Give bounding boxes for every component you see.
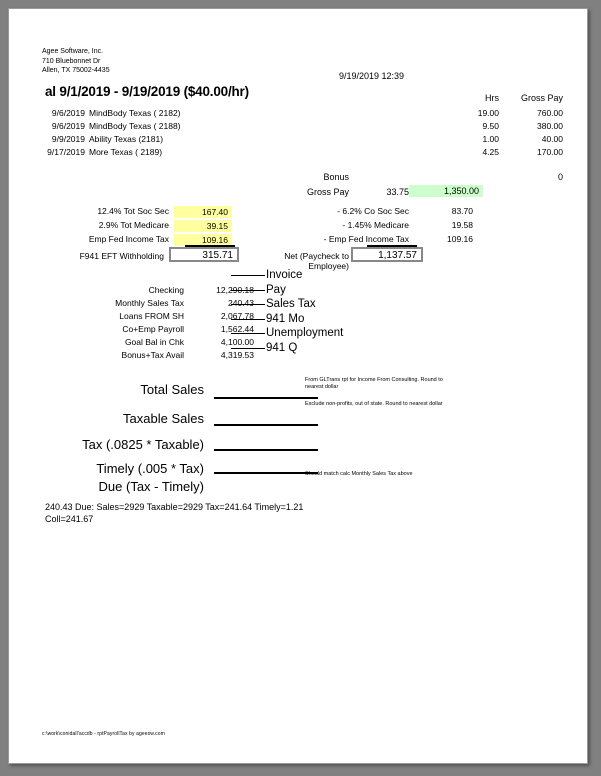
sales-row-input-line[interactable] — [214, 397, 318, 399]
tax-row-value-right: 19.58 — [451, 220, 473, 230]
tax-row-value-left: 167.40 — [174, 206, 232, 218]
balance-row-label: Checking — [148, 285, 184, 295]
checklist-item-label: Pay — [266, 283, 286, 296]
tax-row-label-right: - 1.45% Medicare — [342, 220, 409, 230]
checklist-item-label: 941 Q — [266, 341, 298, 354]
gross-pay-amount: 1,350.00 — [409, 185, 483, 197]
detail-row-hours: 9.50 — [482, 121, 499, 131]
tax-row-value-left: 39.15 — [174, 220, 232, 232]
summary-text — [45, 501, 303, 525]
balance-row-value: 1,562.44 — [220, 324, 254, 334]
balance-row-label: Goal Bal in Chk — [124, 337, 184, 347]
detail-row-gross: 170.00 — [537, 147, 563, 157]
balance-row-value: 4,319.53 — [220, 350, 254, 360]
summary-line-2: Coll=241.67 — [45, 514, 94, 524]
detail-row-desc: More Texas ( 2189) — [89, 147, 163, 157]
detail-row-hours: 19.00 — [477, 108, 499, 118]
note-taxable-sales: Exclude non-profits, out of state. Round to nearest dollar — [305, 401, 443, 407]
note-total-sales: From GLTrans rpt for Income From Consulting. Round to nearest dollar — [305, 377, 443, 390]
detail-row-gross: 40.00 — [541, 134, 563, 144]
checklist-item-label: Invoice — [266, 269, 303, 281]
column-header-gross-pay: Gross Pay — [520, 93, 563, 103]
footer-path: c:\work\conidall'accdb - rptPayrollTax by ageesw.com — [42, 731, 165, 737]
sales-row-label: Due (Tax - Timely) — [98, 479, 204, 494]
detail-row-desc: MindBody Texas ( 2188) — [89, 121, 181, 131]
checklist-item-label: 941 Mo — [266, 312, 305, 325]
checklist-item[interactable] — [231, 298, 316, 310]
company-name: Agee Software, Inc. — [42, 48, 104, 55]
balance-row-label: Co+Emp Payroll — [122, 324, 184, 334]
balance-row-label: Loans FROM SH — [119, 311, 184, 321]
checklist-blank-line[interactable] — [231, 290, 265, 291]
net-value-box: 1,137.57 — [351, 247, 423, 262]
tax-row-value-right: 109.16 — [447, 234, 473, 244]
sales-row-input-line[interactable] — [214, 472, 318, 474]
f941-value-box: 315.71 — [169, 247, 239, 262]
sales-row-label: Timely (.005 * Tax) — [96, 461, 204, 476]
balance-row-label: Bonus+Tax Avail — [121, 350, 184, 360]
detail-row-date: 9/6/2019 — [51, 121, 85, 131]
tax-row-label-right: - Emp Fed Income Tax — [323, 234, 409, 244]
bonus-value: 0 — [557, 172, 563, 182]
checklist-item[interactable] — [231, 284, 286, 296]
sales-row-input-line[interactable] — [214, 449, 318, 451]
tax-row-label-left: 12.4% Tot Soc Sec — [97, 206, 169, 216]
tax-row-label-right: - 6.2% Co Soc Sec — [337, 206, 409, 216]
sales-row-label: Tax (.0825 * Taxable) — [82, 437, 204, 452]
company-citystatezip: Allen, TX 75002-4435 — [42, 67, 110, 74]
checklist-item[interactable] — [231, 313, 304, 325]
summary-line-1: 240.43 Due: Sales=2929 Taxable=2929 Tax=241.64 Timely=1.21 — [45, 502, 304, 512]
tax-row-value-right: 83.70 — [451, 206, 473, 216]
balance-row-value: 240.43 — [228, 298, 254, 308]
page-title: al 9/1/2019 - 9/19/2019 ($40.00/hr) — [45, 84, 249, 99]
detail-row-date: 9/17/2019 — [47, 147, 85, 157]
detail-row-date: 9/9/2019 — [51, 134, 85, 144]
column-header-hrs: Hrs — [485, 93, 499, 103]
f941-label: F941 EFT Withholding — [79, 251, 164, 261]
note-due: Should match calc Monthly Sales Tax above — [305, 471, 413, 477]
gross-pay-label: Gross Pay — [306, 187, 349, 197]
detail-row-hours: 1.00 — [482, 134, 499, 144]
report-page — [8, 8, 588, 764]
company-address-block — [42, 47, 110, 76]
report-datetime: 9/19/2019 12:39 — [339, 71, 405, 81]
checklist-blank-line[interactable] — [231, 333, 265, 334]
tax-row-label-left: 2.9% Tot Medicare — [98, 220, 169, 230]
bonus-label: Bonus — [323, 172, 349, 182]
sales-row-label: Total Sales — [140, 382, 204, 397]
checklist-item[interactable] — [231, 342, 297, 354]
detail-row-gross: 380.00 — [537, 121, 563, 131]
net-label: Net (Paycheck to Employee) — [284, 251, 349, 271]
checklist-blank-line[interactable] — [231, 348, 265, 349]
detail-row-desc: Ability Texas (2181) — [89, 134, 164, 144]
gross-pay-hours: 33.75 — [386, 187, 409, 197]
checklist-blank-line[interactable] — [231, 304, 265, 305]
checklist-item[interactable] — [231, 269, 302, 281]
balance-row-label: Monthly Sales Tax — [115, 298, 184, 308]
balance-row-value: 4,100.00 — [220, 337, 254, 347]
balance-row-value: 12,290.18 — [216, 285, 254, 295]
detail-row-gross: 760.00 — [537, 108, 563, 118]
balance-row-value: 2,067.78 — [220, 311, 254, 321]
checklist-blank-line[interactable] — [231, 319, 265, 320]
checklist-blank-line[interactable] — [231, 275, 265, 276]
sales-row-label: Taxable Sales — [123, 411, 204, 426]
tax-row-label-left: Emp Fed Income Tax — [88, 234, 169, 244]
sales-row-input-line[interactable] — [214, 424, 318, 426]
tax-row-value-left: 109.16 — [174, 234, 232, 246]
checklist-item-label: Unemployment — [266, 327, 344, 339]
detail-row-date: 9/6/2019 — [51, 108, 85, 118]
company-street: 710 Bluebonnet Dr — [42, 57, 101, 65]
checklist-item-label: Sales Tax — [266, 298, 316, 310]
checklist-item[interactable] — [231, 327, 343, 339]
detail-row-desc: MindBody Texas ( 2182) — [89, 108, 181, 118]
detail-row-hours: 4.25 — [482, 147, 499, 157]
